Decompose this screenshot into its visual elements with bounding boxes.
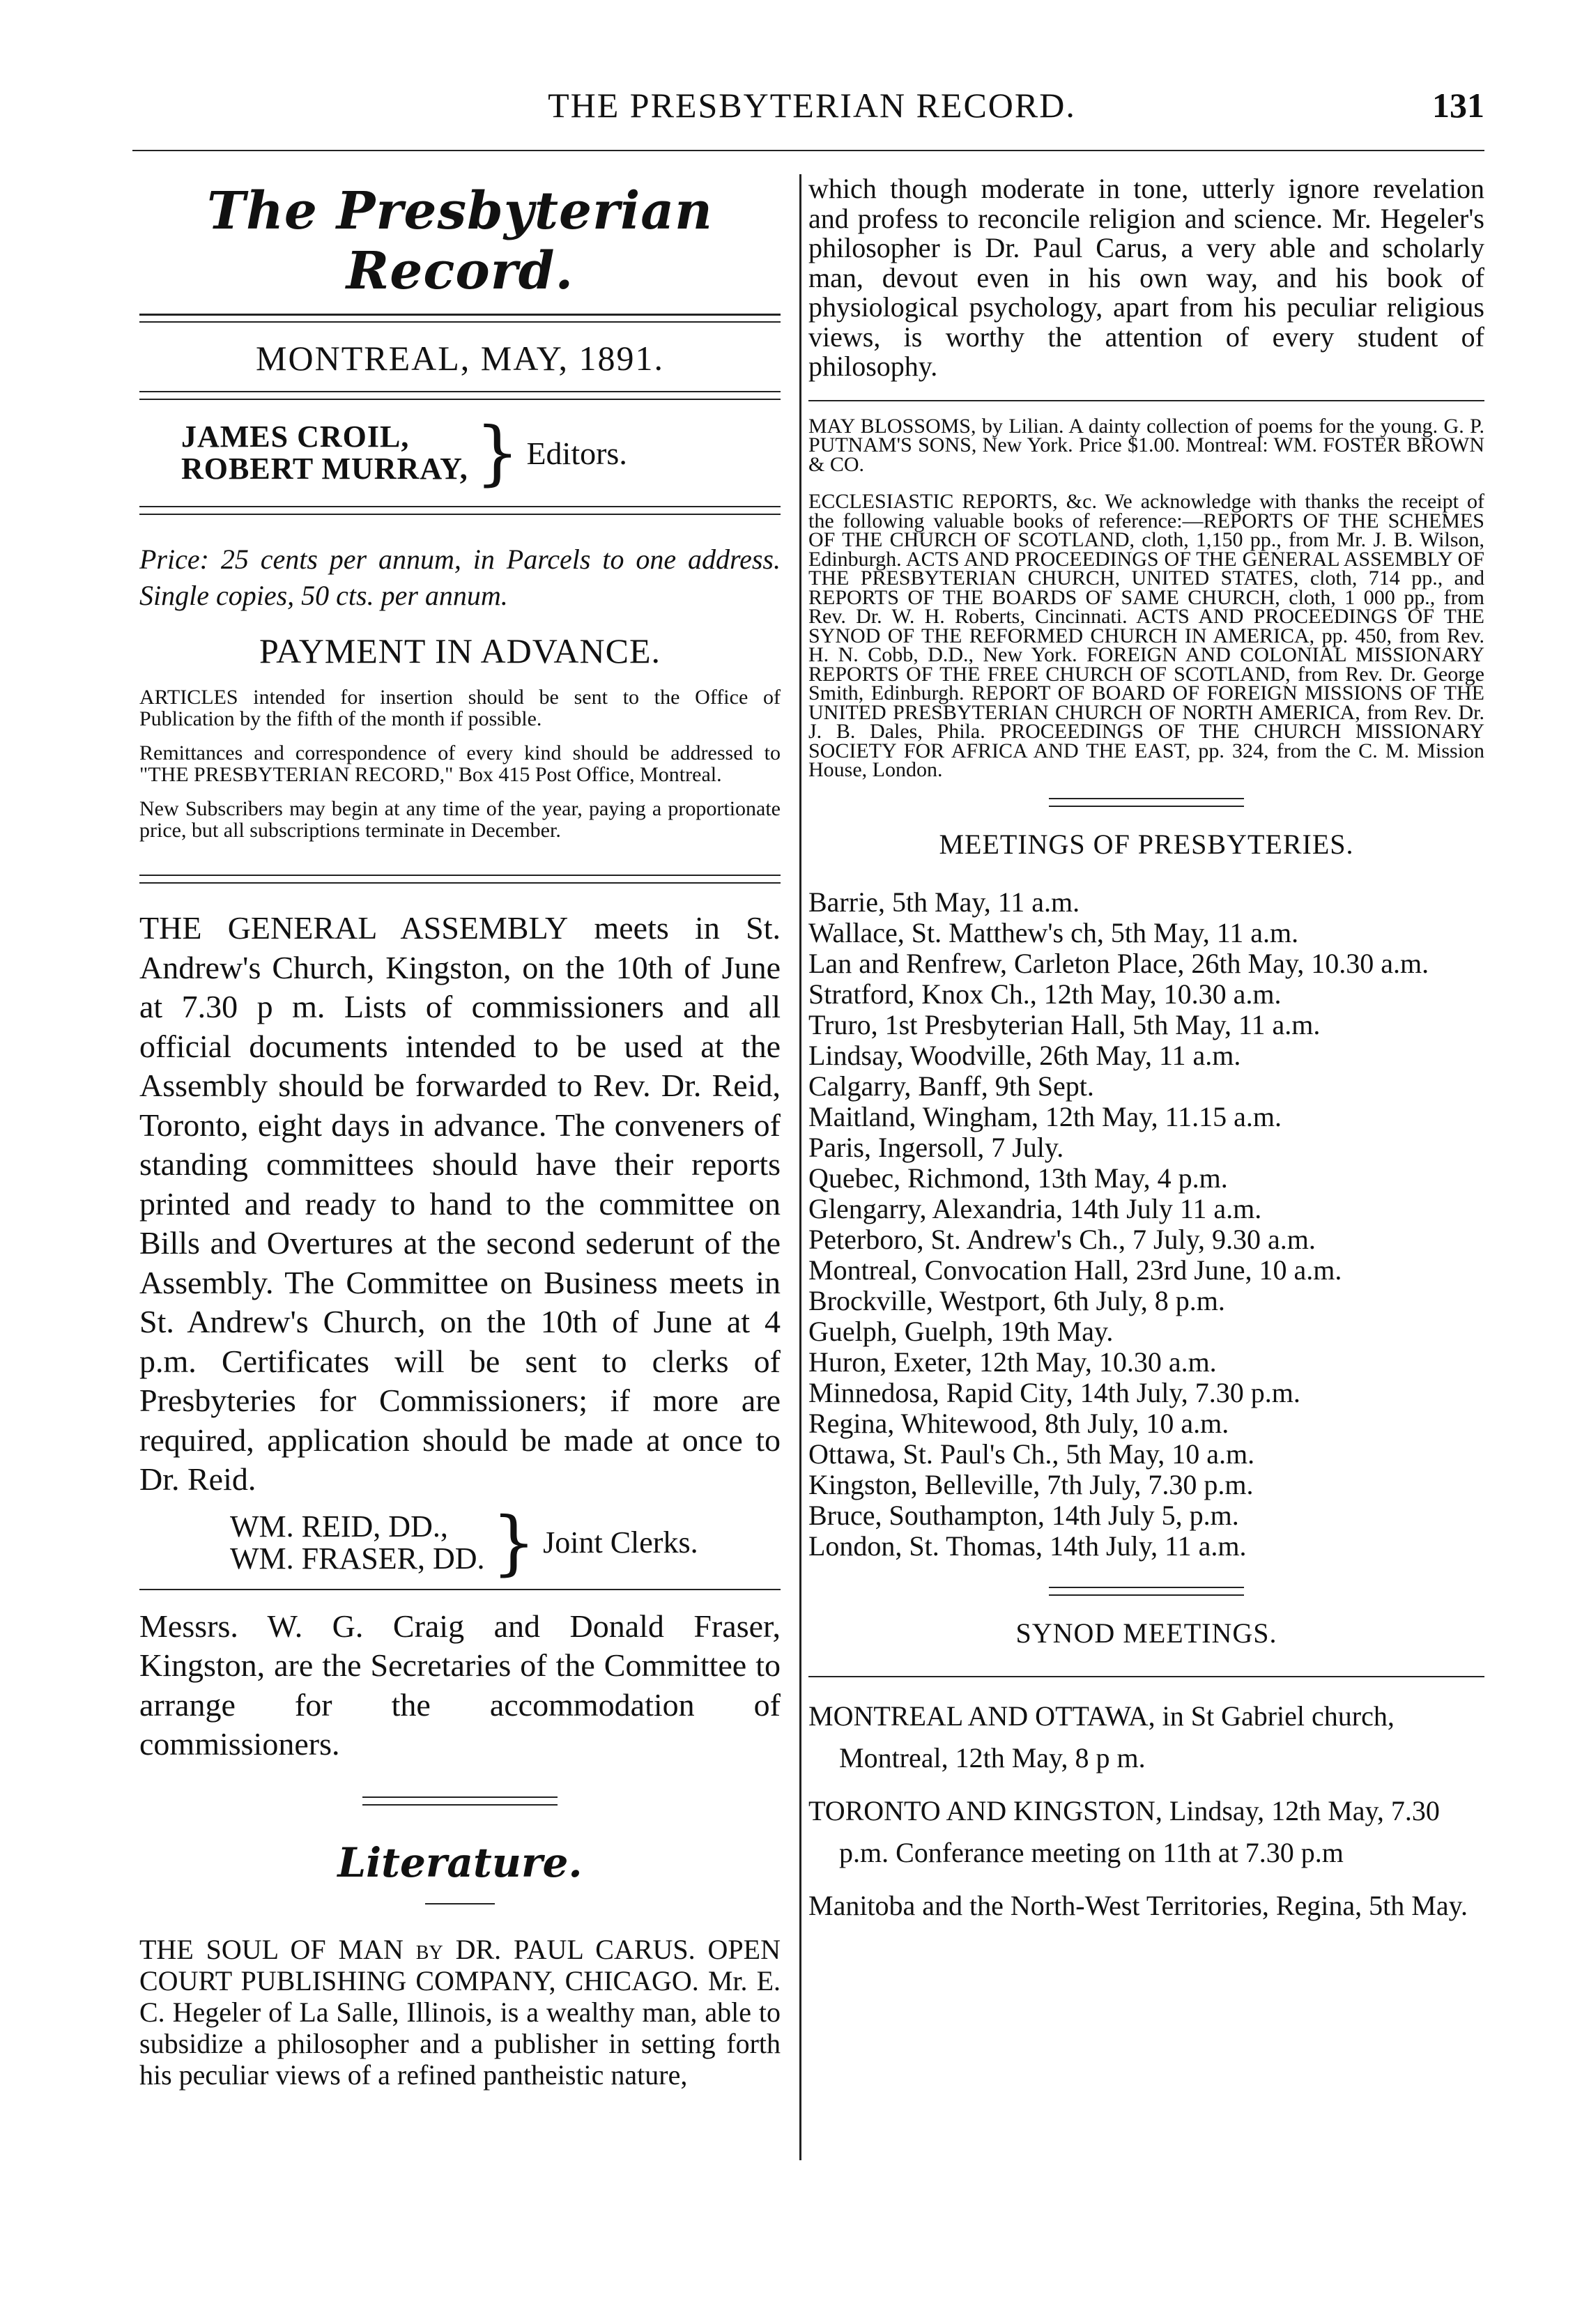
short-rule (362, 1796, 558, 1806)
assembly-lead: THE GENERAL ASSEMBLY (139, 910, 569, 946)
running-head (139, 85, 1484, 141)
assembly-text: meets in St. Andrew's Church, Kingston, on the 10th of June at 7.30 p m. Lists of commissioners and all official documents intended to be used at the Assembly should be forwarded to Rev. Dr. Reid, Toronto, eight days in advance. The conveners of standing committees should have their reports printed and ready to hand to the committee on Bills and Overtures at the second sederunt of the Assembly. The Committee on Business meets in St. Andrew's Church, on the 10th of June at 4 p.m. Certificates will be sent to clerks of Presbyteries for Commissioners; if more are required, application should be made at once to Dr. Reid. (139, 910, 781, 1497)
section-rule (139, 1589, 781, 1590)
review-continuation: which though moderate in tone, utterly ignore revelation and profess to reconcile religion and science. Mr. Hegeler's philosopher is Dr. Paul Carus, a very able and scholarly man, devout even in his own way, and his book of physiological psychology, apart from his peculiar religious views, is worthy the attention of every student of philosophy. (808, 173, 1484, 382)
list-item: Calgarry, Banff, 9th Sept. (808, 1070, 1094, 1102)
editors-role: Editors. (526, 435, 627, 471)
list-item: Paris, Ingersoll, 7 July. (808, 1131, 1064, 1163)
section-rule (139, 875, 781, 884)
masthead: The Presbyterian Record. (207, 181, 713, 301)
price-notice: Price: 25 cents per annum, in Parcels to one address. Single copies, 50 cts. per annum. (139, 544, 781, 611)
list-item: Huron, Exeter, 12th May, 10.30 a.m. (808, 1346, 1217, 1378)
header-rule (132, 150, 1484, 151)
list-item: Stratford, Knox Ch., 12th May, 10.30 a.m. (808, 978, 1282, 1010)
list-item: Lan and Renfrew, Carleton Place, 26th May, 10.30 a.m. (808, 947, 1429, 979)
clerks-role: Joint Clerks. (543, 1525, 698, 1560)
dateline: MONTREAL, MAY, 1891. (256, 339, 664, 378)
soul-of-man-review (139, 1934, 781, 2091)
secretaries-notice: Messrs. W. G. Craig and Donald Fraser, Kingston, are the Secretaries of the Committee to arrange for the accommodation of commissioners. (139, 1608, 781, 1762)
payment-heading: PAYMENT IN ADVANCE. (259, 631, 661, 670)
synod-heading: SYNOD MEETINGS. (1015, 1617, 1277, 1649)
may-blossoms-notice: MAY BLOSSOMS, by Lilian. A dainty collection of poems for the young. G. P. PUTNAM'S SONS, New York. Price $1.00. Montreal: WM. FOSTER BROWN & CO. (808, 414, 1484, 476)
remittances-notice: Remittances and correspondence of every kind should be addressed to "THE PRESBYTERIAN RECORD," Box 415 Post Office, Montreal. (139, 741, 781, 786)
list-item: London, St. Thomas, 14th July, 11 a.m. (808, 1530, 1247, 1562)
presbytery-meetings-list (808, 887, 1484, 1562)
short-rule (425, 1903, 495, 1904)
dateline-rule (139, 391, 781, 400)
running-title: THE PRESBYTERIAN RECORD. (548, 86, 1076, 125)
list-item: Ottawa, St. Paul's Ch., 5th May, 10 a.m. (808, 1438, 1255, 1470)
editor-name: JAMES CROIL, (181, 420, 410, 454)
list-item: Barrie, 5th May, 11 a.m. (808, 886, 1080, 918)
editors-block (181, 412, 781, 493)
masthead-rule-2 (139, 321, 781, 323)
ecclesiastic-reports-notice: ECCLESIASTIC REPORTS, &c. We acknowledge with thanks the receipt of the following valuable books of reference:—REPORTS OF THE SCHEMES OF THE CHURCH OF SCOTLAND, cloth, 1,150 pp., from Mr. J. B. Wilson, Edinburgh. ACTS AND PROCEEDINGS OF THE GENERAL ASSEMBLY OF THE PRESBYTERIAN CHURCH, UNITED STATES, cloth, 714 pp., and REPORTS OF THE BOARDS OF SAME CHURCH, cloth, 1 000 pp., from Rev. Dr. W. H. Roberts, Cincinnati. ACTS AND PROCEEDINGS OF THE SYNOD OF THE REFORMED CHURCH IN AMERICA, pp. 450, from Rev. H. N. Cobb, D.D., New York. FOREIGN AND COLONIAL MISSIONARY REPORTS OF THE FREE CHURCH OF SCOTLAND, from Rev. Dr. George Smith, Edinburgh. REPORT OF BOARD OF FOREIGN MISSIONS OF THE UNITED PRESBYTERIAN CHURCH OF NORTH AMERICA, from Rev. Dr. J. B. Dales, Phila. PROCEEDINGS OF THE CHURCH MISSIONARY SOCIETY FOR AFRICA AND THE EAST, pp. 324, from the C. M. Mission House, London. (808, 490, 1484, 781)
list-item: Peterboro, St. Andrew's Ch., 7 July, 9.30 a.m. (808, 1223, 1316, 1255)
synod-item: Manitoba and the North-West Territories, Regina, 5th May. (808, 1889, 1468, 1921)
list-item: Wallace, St. Matthew's ch, 5th May, 11 a.m. (808, 916, 1299, 948)
list-item: Minnedosa, Rapid City, 14th July, 7.30 p.m. (808, 1376, 1300, 1408)
list-item: Montreal, Convocation Hall, 23rd June, 10 a.m. (808, 1254, 1342, 1286)
section-rule (808, 400, 1484, 401)
brace-glyph: } (475, 412, 520, 493)
clerk-names (230, 1511, 485, 1575)
list-item: Truro, 1st Presbyterian Hall, 5th May, 11 a.m. (808, 1008, 1321, 1040)
list-item: Glengarry, Alexandria, 14th July 11 a.m. (808, 1192, 1262, 1224)
clerk-name: WM. REID, DD., (230, 1509, 448, 1544)
clerks-block (230, 1501, 781, 1583)
masthead-rule (139, 314, 781, 316)
column-divider (799, 174, 801, 2160)
list-item: Kingston, Belleville, 7th July, 7.30 p.m. (808, 1468, 1254, 1500)
editor-names (181, 421, 468, 485)
brace-glyph: } (491, 1501, 537, 1583)
review-lead: THE SOUL OF MAN by DR. PAUL CARUS. OPEN COURT PUBLISHING COMPANY, CHICAGO. (139, 1933, 781, 1996)
synod-item: MONTREAL AND OTTAWA, in St Gabriel church, Montreal, 12th May, 8 p m. (808, 1700, 1395, 1773)
short-rule (1049, 1587, 1244, 1596)
left-column (139, 174, 781, 2091)
short-rule (1049, 798, 1244, 807)
editor-name: ROBERT MURRAY, (181, 452, 468, 486)
clerk-name: WM. FRASER, DD. (230, 1541, 485, 1576)
list-item: Maitland, Wingham, 12th May, 11.15 a.m. (808, 1100, 1282, 1132)
list-item: Guelph, Guelph, 19th May. (808, 1315, 1114, 1347)
list-item: Quebec, Richmond, 13th May, 4 p.m. (808, 1162, 1228, 1194)
list-item: Bruce, Southampton, 14th July 5, p.m. (808, 1499, 1239, 1531)
list-item: Brockville, Westport, 6th July, 8 p.m. (808, 1284, 1225, 1316)
right-column (808, 174, 1484, 1938)
review-text: Mr. E. C. Hegeler of La Salle, Illinois, is a wealthy man, able to subsidize a philosopher and a publisher in setting forth his peculiar views of a refined pantheistic nature, (139, 1964, 781, 2091)
literature-heading: Literature. (337, 1838, 583, 1886)
list-item: Lindsay, Woodville, 26th May, 11 a.m. (808, 1039, 1241, 1071)
subscribers-notice: New Subscribers may begin at any time of the year, paying a proportionate price, but all subscriptions terminate in December. (139, 797, 781, 842)
articles-notice: ARTICLES intended for insertion should be sent to the Office of Publication by the fifth of the month if possible. (139, 686, 781, 730)
list-item: Regina, Whitewood, 8th July, 10 a.m. (808, 1407, 1229, 1439)
synod-item: TORONTO AND KINGSTON, Lindsay, 12th May, 7.30 p.m. Conferance meeting on 11th at 7.30 p.m (808, 1794, 1440, 1868)
editors-rule (139, 506, 781, 515)
page-number: 131 (1432, 86, 1484, 125)
assembly-notice (139, 909, 781, 1500)
meetings-heading: MEETINGS OF PRESBYTERIES. (939, 828, 1354, 860)
section-rule (808, 1676, 1484, 1677)
